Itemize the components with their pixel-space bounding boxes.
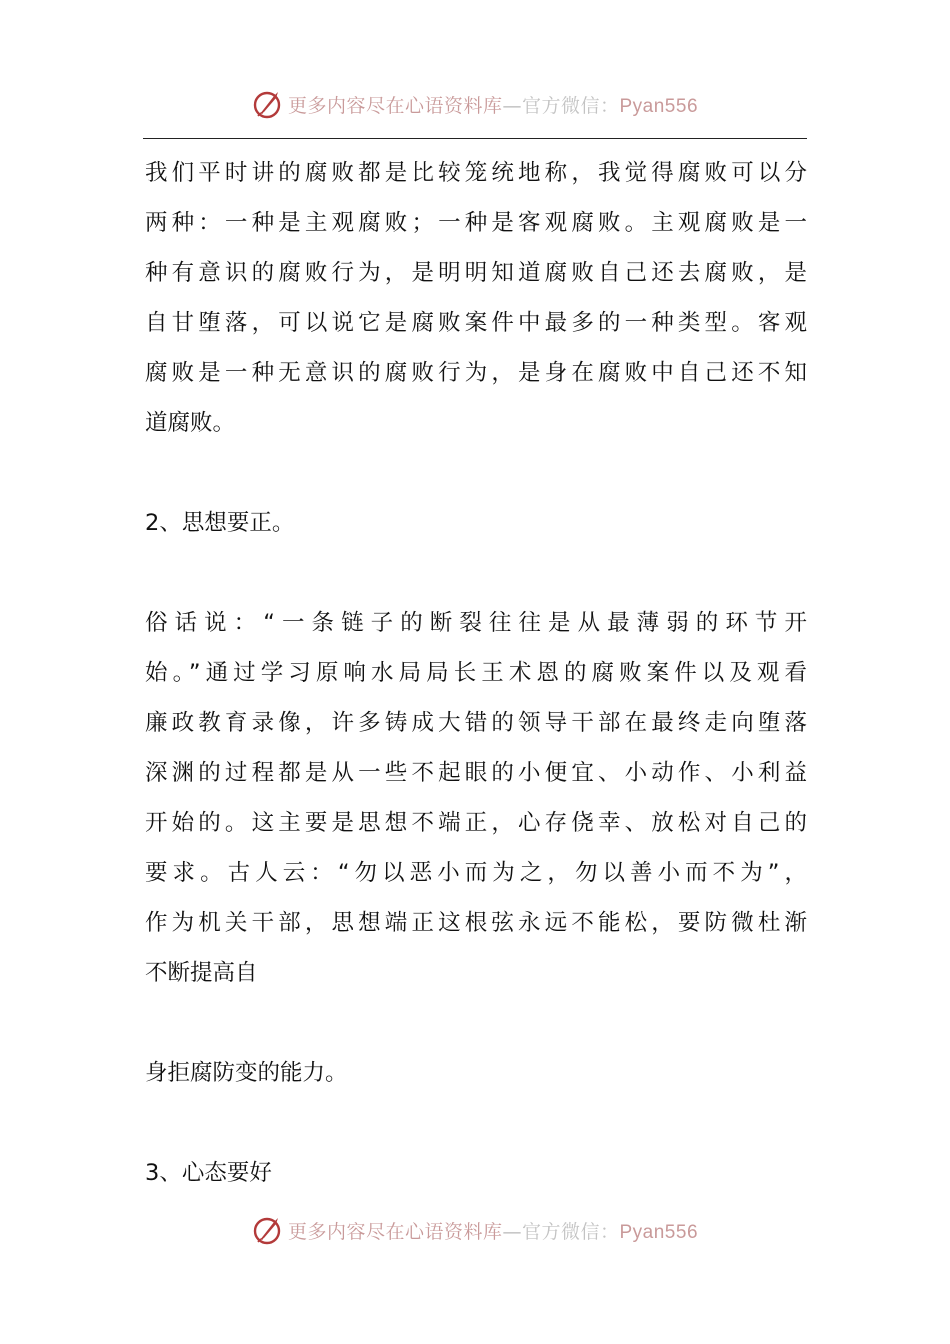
paragraph-line: 俗话说：“一条链子的断裂往往是从最薄弱的环节开	[145, 610, 807, 636]
paragraph-line: 道腐败。	[145, 410, 236, 436]
banner-separator: —	[502, 94, 522, 117]
paragraph-line: 深渊的过程都是从一些不起眼的小便宜、小动作、小利益	[145, 760, 807, 786]
pen-logo-icon	[252, 88, 284, 120]
section-heading-2: 2、思想要正。	[145, 510, 295, 536]
banner-site-name: 更多内容尽在心语资料库	[287, 1220, 503, 1243]
banner-wechat-label: 官方微信：	[521, 1220, 620, 1243]
banner-separator: —	[502, 1220, 522, 1243]
banner-text	[288, 91, 698, 118]
paragraph-line: 两种：一种是主观腐败；一种是客观腐败。主观腐败是一	[145, 210, 807, 236]
paragraph-line: 身拒腐防变的能力。	[145, 1060, 348, 1086]
paragraph-line: 作为机关干部，思想端正这根弦永远不能松，要防微杜渐	[145, 910, 807, 936]
footer-banner	[0, 1210, 950, 1250]
banner-wechat-label: 官方微信：	[521, 94, 620, 117]
section-heading-3: 3、心态要好	[145, 1160, 272, 1186]
paragraph-line: 始。”通过学习原响水局局长王术恩的腐败案件以及观看	[145, 660, 807, 686]
header-rule	[143, 138, 807, 139]
banner-wechat-id: Pyan556	[619, 95, 699, 117]
paragraph-line: 廉政教育录像，许多铸成大错的领导干部在最终走向堕落	[145, 710, 807, 736]
pen-logo-icon	[252, 1214, 284, 1246]
banner-wechat-id: Pyan556	[619, 1221, 699, 1243]
header-banner	[0, 84, 950, 124]
banner-site-name: 更多内容尽在心语资料库	[287, 94, 503, 117]
paragraph-line: 自甘堕落，可以说它是腐败案件中最多的一种类型。客观	[145, 310, 807, 336]
paragraph-line: 我们平时讲的腐败都是比较笼统地称，我觉得腐败可以分	[145, 160, 807, 186]
paragraph-line: 腐败是一种无意识的腐败行为，是身在腐败中自己还不知	[145, 360, 807, 386]
document-body	[145, 148, 807, 1198]
paragraph-line: 开始的。这主要是思想不端正，心存侥幸、放松对自己的	[145, 810, 807, 836]
paragraph-line: 不断提高自	[145, 960, 258, 986]
paragraph-line: 要求。古人云：“勿以恶小而为之，勿以善小而不为”，	[145, 860, 807, 886]
banner-text	[288, 1217, 698, 1244]
paragraph-line: 种有意识的腐败行为，是明明知道腐败自己还去腐败，是	[145, 260, 807, 286]
